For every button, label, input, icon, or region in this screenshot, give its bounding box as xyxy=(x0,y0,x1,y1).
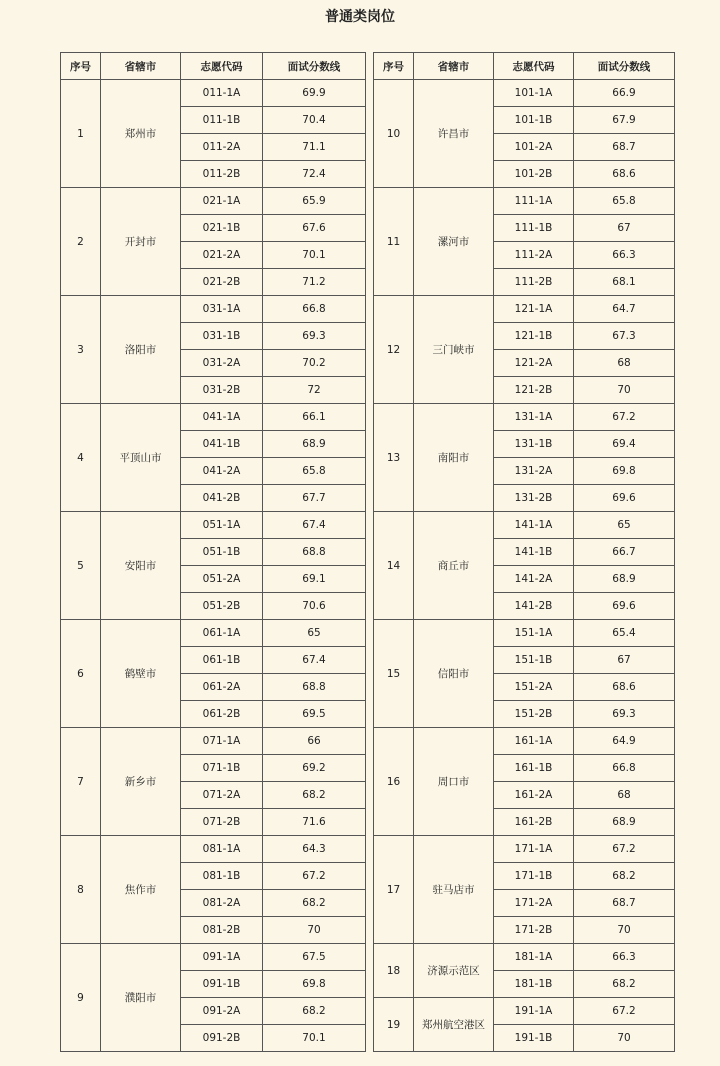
city-cell: 许昌市 xyxy=(414,80,494,188)
code-cell: 021-1A xyxy=(181,188,263,215)
code-cell: 061-1A xyxy=(181,620,263,647)
code-cell: 051-1B xyxy=(181,539,263,566)
city-cell: 平顶山市 xyxy=(101,404,181,512)
code-cell: 091-1A xyxy=(181,944,263,971)
city-cell: 洛阳市 xyxy=(101,296,181,404)
score-cell: 68.8 xyxy=(263,539,366,566)
code-cell: 171-1B xyxy=(494,863,574,890)
score-cell: 72.4 xyxy=(263,161,366,188)
score-cell: 65 xyxy=(574,512,675,539)
seq-cell: 1 xyxy=(61,80,101,188)
table-row xyxy=(374,188,675,215)
code-cell: 051-2A xyxy=(181,566,263,593)
code-cell: 151-1A xyxy=(494,620,574,647)
score-cell: 65.4 xyxy=(574,620,675,647)
score-cell: 65.8 xyxy=(263,458,366,485)
code-cell: 121-2A xyxy=(494,350,574,377)
code-cell: 151-2B xyxy=(494,701,574,728)
code-cell: 161-2A xyxy=(494,782,574,809)
seq-cell: 3 xyxy=(61,296,101,404)
score-cell: 67.2 xyxy=(574,404,675,431)
score-cell: 68.2 xyxy=(263,782,366,809)
header-score: 面试分数线 xyxy=(574,53,675,80)
code-cell: 151-1B xyxy=(494,647,574,674)
table-row xyxy=(374,944,675,971)
table-row xyxy=(61,512,366,539)
score-cell: 69.9 xyxy=(263,80,366,107)
code-cell: 061-2A xyxy=(181,674,263,701)
code-cell: 131-1B xyxy=(494,431,574,458)
score-cell: 66.8 xyxy=(263,296,366,323)
table-row xyxy=(61,80,366,107)
code-cell: 161-1B xyxy=(494,755,574,782)
score-cell: 72 xyxy=(263,377,366,404)
score-cell: 65.8 xyxy=(574,188,675,215)
code-cell: 011-1B xyxy=(181,107,263,134)
table-row xyxy=(374,512,675,539)
code-cell: 091-2A xyxy=(181,998,263,1025)
score-cell: 70.6 xyxy=(263,593,366,620)
code-cell: 141-1A xyxy=(494,512,574,539)
code-cell: 161-1A xyxy=(494,728,574,755)
code-cell: 141-2B xyxy=(494,593,574,620)
seq-cell: 7 xyxy=(61,728,101,836)
code-cell: 081-1A xyxy=(181,836,263,863)
code-cell: 011-2A xyxy=(181,134,263,161)
code-cell: 031-1B xyxy=(181,323,263,350)
score-cell: 69.8 xyxy=(263,971,366,998)
code-cell: 171-2B xyxy=(494,917,574,944)
score-cell: 66.7 xyxy=(574,539,675,566)
table-row xyxy=(374,80,675,107)
code-cell: 181-1B xyxy=(494,971,574,998)
code-cell: 011-2B xyxy=(181,161,263,188)
score-cell: 68.9 xyxy=(574,809,675,836)
score-cell: 68.9 xyxy=(574,566,675,593)
code-cell: 141-2A xyxy=(494,566,574,593)
code-cell: 041-2B xyxy=(181,485,263,512)
code-cell: 061-2B xyxy=(181,701,263,728)
score-cell: 67.2 xyxy=(574,836,675,863)
score-cell: 68.1 xyxy=(574,269,675,296)
city-cell: 漯河市 xyxy=(414,188,494,296)
code-cell: 171-2A xyxy=(494,890,574,917)
table-row xyxy=(374,728,675,755)
score-cell: 70 xyxy=(263,917,366,944)
score-cell: 68.2 xyxy=(574,971,675,998)
code-cell: 051-2B xyxy=(181,593,263,620)
code-cell: 021-2B xyxy=(181,269,263,296)
code-cell: 111-1A xyxy=(494,188,574,215)
code-cell: 111-1B xyxy=(494,215,574,242)
code-cell: 081-2B xyxy=(181,917,263,944)
code-cell: 091-2B xyxy=(181,1025,263,1052)
score-cell: 69.5 xyxy=(263,701,366,728)
header-code: 志愿代码 xyxy=(494,53,574,80)
code-cell: 051-1A xyxy=(181,512,263,539)
score-cell: 67.2 xyxy=(574,998,675,1025)
seq-cell: 5 xyxy=(61,512,101,620)
code-cell: 131-1A xyxy=(494,404,574,431)
seq-cell: 18 xyxy=(374,944,414,998)
table-row xyxy=(374,620,675,647)
score-cell: 64.9 xyxy=(574,728,675,755)
header-score: 面试分数线 xyxy=(263,53,366,80)
score-table-left xyxy=(60,52,366,1052)
code-cell: 101-2B xyxy=(494,161,574,188)
table-row xyxy=(374,296,675,323)
seq-cell: 14 xyxy=(374,512,414,620)
score-cell: 68.2 xyxy=(263,998,366,1025)
score-cell: 66.1 xyxy=(263,404,366,431)
seq-cell: 4 xyxy=(61,404,101,512)
score-cell: 68.2 xyxy=(263,890,366,917)
seq-cell: 16 xyxy=(374,728,414,836)
score-cell: 68 xyxy=(574,350,675,377)
city-cell: 济源示范区 xyxy=(414,944,494,998)
seq-cell: 11 xyxy=(374,188,414,296)
table-row xyxy=(374,998,675,1025)
code-cell: 121-2B xyxy=(494,377,574,404)
city-cell: 郑州市 xyxy=(101,80,181,188)
score-cell: 67.6 xyxy=(263,215,366,242)
score-cell: 69.4 xyxy=(574,431,675,458)
score-cell: 70.2 xyxy=(263,350,366,377)
score-cell: 71.6 xyxy=(263,809,366,836)
score-cell: 68.8 xyxy=(263,674,366,701)
code-cell: 151-2A xyxy=(494,674,574,701)
code-cell: 121-1A xyxy=(494,296,574,323)
score-cell: 68.6 xyxy=(574,674,675,701)
seq-cell: 12 xyxy=(374,296,414,404)
score-cell: 71.1 xyxy=(263,134,366,161)
code-cell: 061-1B xyxy=(181,647,263,674)
code-cell: 041-1B xyxy=(181,431,263,458)
score-cell: 71.2 xyxy=(263,269,366,296)
table-row xyxy=(374,836,675,863)
code-cell: 101-2A xyxy=(494,134,574,161)
code-cell: 091-1B xyxy=(181,971,263,998)
score-cell: 70 xyxy=(574,377,675,404)
score-cell: 69.3 xyxy=(574,701,675,728)
code-cell: 131-2B xyxy=(494,485,574,512)
table-row xyxy=(61,944,366,971)
header-seq: 序号 xyxy=(61,53,101,80)
score-cell: 70 xyxy=(574,917,675,944)
header-code: 志愿代码 xyxy=(181,53,263,80)
score-cell: 68.2 xyxy=(574,863,675,890)
city-cell: 信阳市 xyxy=(414,620,494,728)
code-cell: 081-1B xyxy=(181,863,263,890)
code-cell: 011-1A xyxy=(181,80,263,107)
table-row xyxy=(61,836,366,863)
code-cell: 131-2A xyxy=(494,458,574,485)
page-title: 普通类岗位 xyxy=(325,9,395,25)
header-city: 省辖市 xyxy=(101,53,181,80)
code-cell: 071-2B xyxy=(181,809,263,836)
city-cell: 焦作市 xyxy=(101,836,181,944)
score-cell: 70.1 xyxy=(263,242,366,269)
score-cell: 67.3 xyxy=(574,323,675,350)
score-cell: 70.1 xyxy=(263,1025,366,1052)
code-cell: 031-1A xyxy=(181,296,263,323)
seq-cell: 8 xyxy=(61,836,101,944)
score-cell: 65 xyxy=(263,620,366,647)
code-cell: 191-1A xyxy=(494,998,574,1025)
score-cell: 69.6 xyxy=(574,485,675,512)
score-cell: 66 xyxy=(263,728,366,755)
table-row xyxy=(374,404,675,431)
table-row xyxy=(61,296,366,323)
code-cell: 031-2B xyxy=(181,377,263,404)
score-cell: 68 xyxy=(574,782,675,809)
seq-cell: 10 xyxy=(374,80,414,188)
seq-cell: 17 xyxy=(374,836,414,944)
code-cell: 071-2A xyxy=(181,782,263,809)
city-cell: 新乡市 xyxy=(101,728,181,836)
city-cell: 郑州航空港区 xyxy=(414,998,494,1052)
seq-cell: 2 xyxy=(61,188,101,296)
seq-cell: 6 xyxy=(61,620,101,728)
code-cell: 161-2B xyxy=(494,809,574,836)
city-cell: 开封市 xyxy=(101,188,181,296)
score-cell: 67.2 xyxy=(263,863,366,890)
score-cell: 70.4 xyxy=(263,107,366,134)
header-row xyxy=(61,53,366,80)
table-row xyxy=(61,728,366,755)
code-cell: 021-2A xyxy=(181,242,263,269)
header-row xyxy=(374,53,675,80)
code-cell: 141-1B xyxy=(494,539,574,566)
seq-cell: 9 xyxy=(61,944,101,1052)
city-cell: 南阳市 xyxy=(414,404,494,512)
code-cell: 041-1A xyxy=(181,404,263,431)
score-cell: 67.7 xyxy=(263,485,366,512)
code-cell: 181-1A xyxy=(494,944,574,971)
code-cell: 121-1B xyxy=(494,323,574,350)
score-cell: 69.6 xyxy=(574,593,675,620)
city-cell: 安阳市 xyxy=(101,512,181,620)
code-cell: 111-2B xyxy=(494,269,574,296)
code-cell: 071-1B xyxy=(181,755,263,782)
city-cell: 驻马店市 xyxy=(414,836,494,944)
city-cell: 商丘市 xyxy=(414,512,494,620)
score-cell: 67 xyxy=(574,647,675,674)
score-cell: 64.7 xyxy=(574,296,675,323)
score-cell: 67.9 xyxy=(574,107,675,134)
code-cell: 101-1B xyxy=(494,107,574,134)
city-cell: 三门峡市 xyxy=(414,296,494,404)
score-cell: 67.5 xyxy=(263,944,366,971)
score-cell: 66.9 xyxy=(574,80,675,107)
score-table-right xyxy=(373,52,675,1052)
score-cell: 64.3 xyxy=(263,836,366,863)
city-cell: 鹤壁市 xyxy=(101,620,181,728)
seq-cell: 19 xyxy=(374,998,414,1052)
seq-cell: 15 xyxy=(374,620,414,728)
table-row xyxy=(61,404,366,431)
header-city: 省辖市 xyxy=(414,53,494,80)
code-cell: 111-2A xyxy=(494,242,574,269)
score-cell: 66.3 xyxy=(574,242,675,269)
score-cell: 67 xyxy=(574,215,675,242)
code-cell: 081-2A xyxy=(181,890,263,917)
code-cell: 101-1A xyxy=(494,80,574,107)
score-cell: 65.9 xyxy=(263,188,366,215)
score-cell: 70 xyxy=(574,1025,675,1052)
code-cell: 031-2A xyxy=(181,350,263,377)
score-cell: 69.1 xyxy=(263,566,366,593)
score-cell: 68.9 xyxy=(263,431,366,458)
table-row xyxy=(61,188,366,215)
score-cell: 69.3 xyxy=(263,323,366,350)
code-cell: 041-2A xyxy=(181,458,263,485)
score-cell: 68.6 xyxy=(574,161,675,188)
city-cell: 濮阳市 xyxy=(101,944,181,1052)
header-seq: 序号 xyxy=(374,53,414,80)
code-cell: 171-1A xyxy=(494,836,574,863)
city-cell: 周口市 xyxy=(414,728,494,836)
score-cell: 68.7 xyxy=(574,134,675,161)
seq-cell: 13 xyxy=(374,404,414,512)
code-cell: 021-1B xyxy=(181,215,263,242)
code-cell: 191-1B xyxy=(494,1025,574,1052)
score-cell: 68.7 xyxy=(574,890,675,917)
code-cell: 071-1A xyxy=(181,728,263,755)
score-cell: 69.8 xyxy=(574,458,675,485)
score-cell: 67.4 xyxy=(263,512,366,539)
score-cell: 66.8 xyxy=(574,755,675,782)
score-cell: 67.4 xyxy=(263,647,366,674)
score-cell: 69.2 xyxy=(263,755,366,782)
table-row xyxy=(61,620,366,647)
score-cell: 66.3 xyxy=(574,944,675,971)
